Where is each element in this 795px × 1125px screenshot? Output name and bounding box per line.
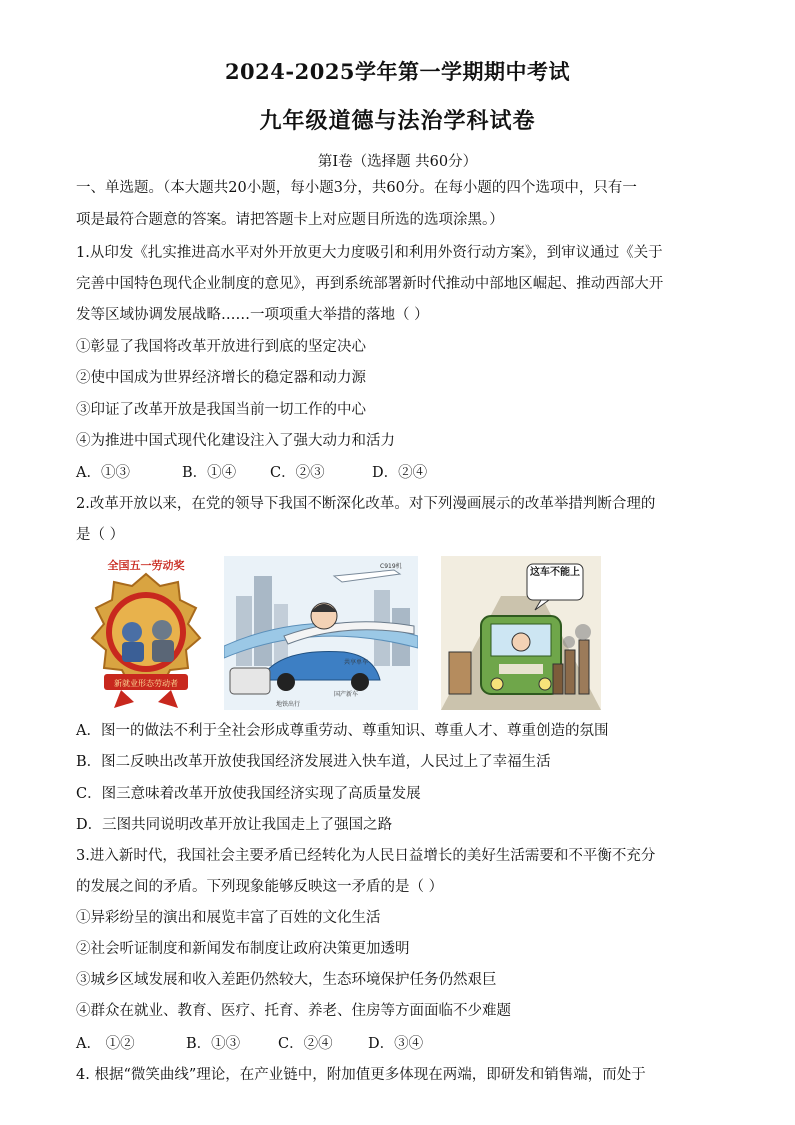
q1-option-c: C．②③ — [270, 465, 325, 481]
metro-label: 地铁出行 — [276, 701, 301, 708]
section-intro-line1: 一、单选题。（本大题共20小题，每小题3分，共60分。在每小题的四个选项中，只有一 — [76, 180, 637, 196]
q3-options — [76, 1034, 726, 1054]
part-heading: 第I卷（选择题 共60分） — [317, 154, 478, 170]
q1-options — [76, 463, 726, 483]
q1-option-a: A．①③ — [76, 465, 130, 481]
exam-title: 2024-2025学年第一学期期中考试 — [224, 59, 571, 84]
q1-statement-1: ①彰显了我国将改革开放进行到底的坚定决心 — [76, 339, 366, 355]
q3-statement-1: ①异彩纷呈的演出和展览丰富了百姓的文化生活 — [76, 910, 381, 926]
car-label: 国产新车 — [334, 691, 359, 698]
q2-cartoon-images — [76, 556, 616, 710]
q2-option-d: D．三图共同说明改革开放让我国走上了强国之路 — [76, 817, 393, 833]
cartoon-city-development — [224, 556, 418, 710]
q1-stem-line1: 1.从印发《扎实推进高水平对外开放更大力度吸引和利用外资行动方案》，到审议通过《关于 — [76, 245, 663, 261]
q1-stem-line2: 完善中国特色现代企业制度的意见》，再到系统部署新时代推动中部地区崛起、推动西部大开 — [76, 276, 664, 292]
section-intro-line2: 项是最符合题意的答案。请把答题卡上对应题目所选的选项涂黑。） — [76, 212, 504, 228]
q1-option-d: D．②④ — [372, 465, 428, 481]
q2-option-c: C．图三意味着改革开放使我国经济实现了高质量发展 — [76, 786, 421, 802]
q1-statement-2: ②使中国成为世界经济增长的稳定器和动力源 — [76, 370, 366, 386]
plane-label: C919机 — [380, 563, 402, 570]
q2-option-a: A．图一的做法不利于全社会形成尊重劳动、尊重知识、尊重人才、尊重创造的氛围 — [76, 723, 609, 739]
medal-caption-top: 全国五一劳动奖 — [107, 559, 185, 572]
exam-subject-title: 九年级道德与法治学科试卷 — [259, 108, 536, 134]
q3-statement-2: ②社会听证制度和新闻发布制度让政府决策更加透明 — [76, 941, 410, 957]
q3-option-d: D．③④ — [368, 1036, 424, 1052]
q3-stem-line1: 3.进入新时代，我国社会主要矛盾已经转化为人民日益增长的美好生活需要和不平衡不充分 — [76, 848, 656, 864]
q2-option-b: B．图二反映出改革开放使我国经济发展进入快车道，人民过上了幸福生活 — [76, 754, 551, 770]
cartoon-labor-medal — [76, 556, 216, 710]
train-speech-bubble: 这车不能上 — [530, 567, 580, 578]
bike-label: 共享单车 — [344, 659, 369, 666]
q3-option-a: A． ①② — [76, 1036, 135, 1052]
q1-statement-3: ③印证了改革开放是我国当前一切工作的中心 — [76, 402, 366, 418]
q3-option-b: B．①③ — [186, 1036, 241, 1052]
q1-statement-4: ④为推进中国式现代化建设注入了强大动力和活力 — [76, 433, 395, 449]
q3-option-c: C．②④ — [278, 1036, 333, 1052]
q2-stem-line1: 2.改革开放以来，在党的领导下我国不断深化改革。对下列漫画展示的改革举措判断合理的 — [76, 496, 656, 512]
q1-option-b: B．①④ — [182, 465, 237, 481]
q4-stem-line1: 4. 根据“微笑曲线”理论，在产业链中，附加值更多体现在两端，即研发和销售端，而处于 — [76, 1067, 646, 1083]
q3-stem-line2: 的发展之间的矛盾。下列现象能够反映这一矛盾的是（ ） — [76, 879, 444, 895]
q1-stem-line3: 发等区域协调发展战略……一项项重大举措的落地（ ） — [76, 307, 429, 323]
q3-statement-3: ③城乡区域发展和收入差距仍然较大，生态环境保护任务仍然艰巨 — [76, 972, 497, 988]
medal-caption-bottom: 新就业形态劳动者 — [114, 679, 178, 688]
q2-stem-line2: 是（ ） — [76, 527, 125, 543]
cartoon-train-pollution — [441, 556, 601, 710]
q3-statement-4: ④群众在就业、教育、医疗、托育、养老、住房等方面面临不少难题 — [76, 1003, 511, 1019]
